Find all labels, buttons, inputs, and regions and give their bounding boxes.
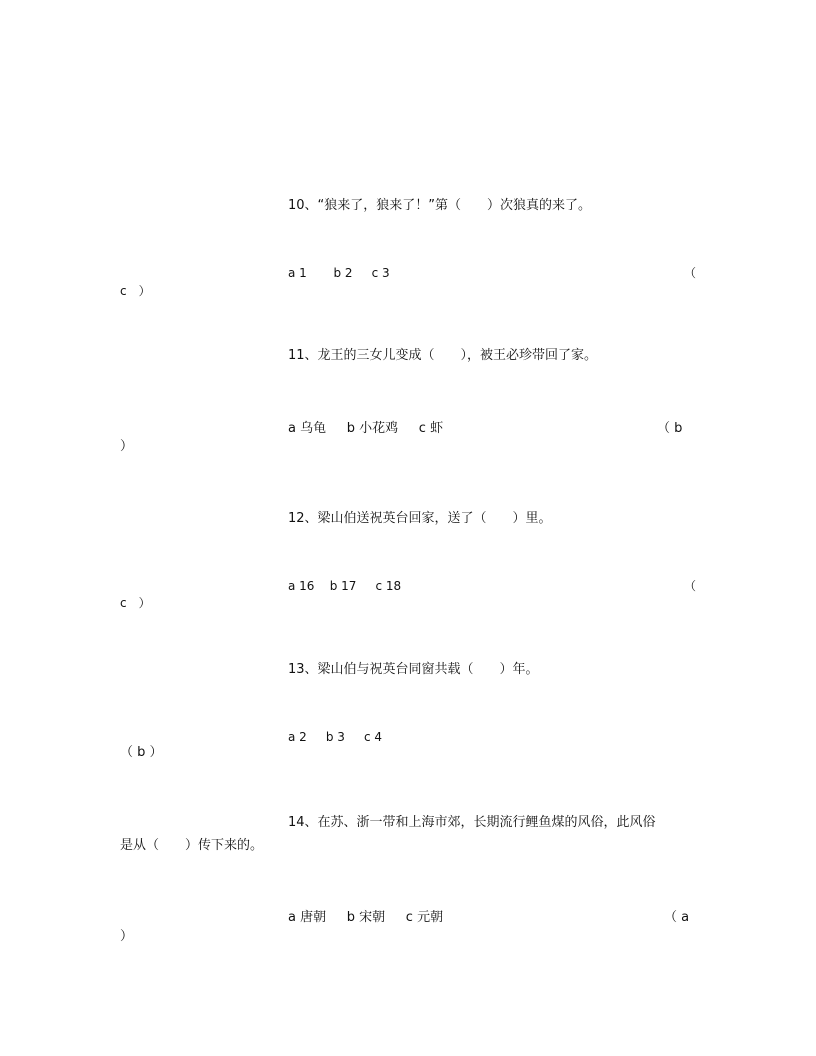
question-12-answer: c ） (120, 596, 151, 610)
question-14-options: a 唐朝 b 宋朝 c 元朝 (288, 910, 444, 925)
question-10-answer-open: （ (684, 266, 697, 280)
question-10: 10、“狼来了，狼来了！”第（ ）次狼真的来了。 (288, 198, 592, 213)
question-13: 13、梁山伯与祝英台同窗共载（ ）年。 (288, 662, 539, 677)
question-12: 12、梁山伯送祝英台回家，送了（ ）里。 (288, 511, 552, 526)
question-14: 14、在苏、浙一带和上海市郊，长期流行鲤鱼煤的风俗，此风俗 (288, 815, 656, 830)
question-11-answer: ） (120, 439, 134, 454)
question-14-answer: ） (120, 929, 134, 944)
question-10-options: a 1 b 2 c 3 (288, 266, 390, 280)
question-13-answer: （ b ） (120, 745, 163, 760)
question-11-options: a 乌龟 b 小花鸡 c 虾 (288, 421, 444, 436)
question-12-options: a 16 b 17 c 18 (288, 579, 402, 593)
question-11: 11、龙王的三女儿变成（ ），被王必珍带回了家。 (288, 348, 598, 363)
question-14-answer-open: （ a (664, 910, 690, 925)
question-14-continued: 是从（ ）传下来的。 (120, 838, 264, 853)
question-10-answer: c ） (120, 284, 151, 298)
question-12-answer-open: （ (684, 579, 697, 593)
question-13-options: a 2 b 3 c 4 (288, 730, 383, 744)
question-11-answer-open: （ b (657, 421, 683, 436)
